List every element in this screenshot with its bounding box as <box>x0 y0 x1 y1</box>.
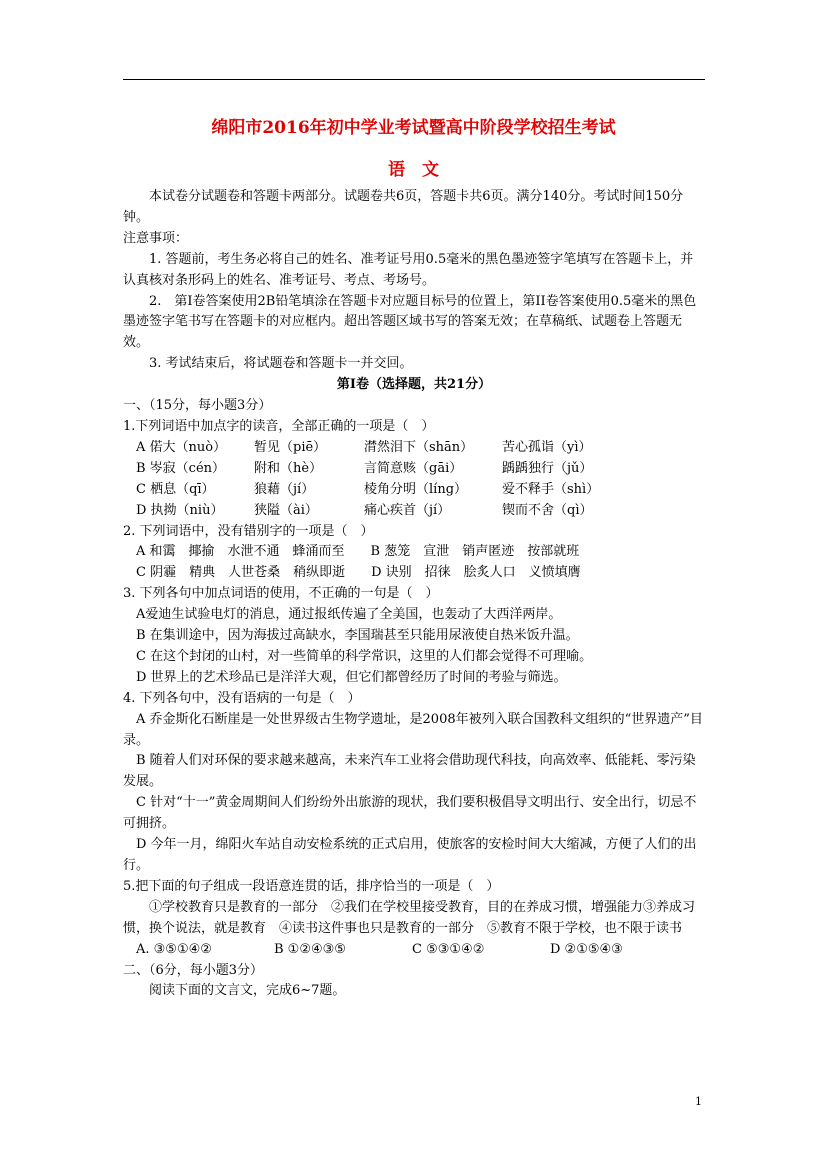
question-1-option-item: 棱角分明（líng） <box>364 481 468 497</box>
question-4-option-d: D 今年一月，绵阳火车站自动安检系统的正式启用，使旅客的安检时间大大缩减，方便了人们的出行。 <box>123 837 697 873</box>
question-5-options <box>123 940 705 961</box>
subject-title: 语 文 <box>388 160 439 180</box>
exam-title: 绵阳市2016年初中学业考试暨高中阶段学校招生考试 <box>211 118 616 138</box>
question-5-option-item: A. ③⑤①④② <box>136 941 212 957</box>
question-1-option-item: 潸然泪下（shān） <box>364 439 474 455</box>
notice-item-1: 1. 答题前，考生务必将自己的姓名、准考证号用0.5毫米的黑色墨迹签字笔填写在答题卡上，并认真核对条形码上的姓名、准考证号、考点、考场号。 <box>123 251 694 288</box>
section-title: 第Ⅰ卷（选择题，共21分） <box>336 377 492 393</box>
question-4-stem: 4. 下列各句中，没有语病的一句是（ ） <box>123 690 361 706</box>
question-1-option-item: 痛心疾首（jí） <box>364 502 451 518</box>
question-4-option-c: C 针对“十一”黄金周期间人们纷纷外出旅游的现状，我们要积极倡导文明出行、安全出行，切忌不可拥挤。 <box>123 795 697 832</box>
question-1-option-item: 爱不释手（shì） <box>502 481 600 497</box>
question-1-options <box>123 438 705 522</box>
question-1-option-item: C 栖息（qī） <box>136 481 215 497</box>
question-1-option-row <box>123 438 705 459</box>
notice-item-2: 2. 第Ⅰ卷答案使用2B铅笔填涂在答题卡对应题目标号的位置上，第II卷答案使用0.5毫米的黑色墨迹签字笔书写在答题卡的对应框内。超出答题区域书写的答案无效；在草稿纸、试题卷上答题无效。 <box>123 293 697 351</box>
question-3-option-a: A爱迪生试验电灯的消息，通过报纸传遍了全美国，也轰动了大西洋两岸。 <box>136 607 562 623</box>
question-1-option-item: 苦心孤诣（yì） <box>502 439 592 455</box>
question-1-option-row <box>123 501 705 522</box>
part-2-intro: 阅读下面的文言文，完成6~7题。 <box>149 983 346 999</box>
question-5-option-item: C ⑤③①④② <box>412 941 485 957</box>
question-1-option-item: 踽踽独行（jǔ） <box>502 460 593 476</box>
question-4-option-a: A 乔金斯化石断崖是一处世界级古生物学遗址，是2008年被列入联合国教科文组织的“世界遗产”目录。 <box>123 711 703 748</box>
document-body <box>123 187 705 1002</box>
question-5-option-item: D ②①⑤④③ <box>550 941 623 957</box>
part-1-heading: 一、（15分，每小题3分） <box>123 398 272 414</box>
question-3-option-c: C 在这个封闭的山村，对一些简单的科学常识，这里的人们都会觉得不可理喻。 <box>136 648 593 664</box>
question-1-stem: 1.下列词语中加点字的读音，全部正确的一项是（ ） <box>123 418 435 434</box>
question-3-option-d: D 世界上的艺术珍品已是洋洋大观，但它们都曾经历了时间的考验与筛选。 <box>136 669 567 685</box>
question-2-options-ab: A 和霭 揶揄 水泄不通 蜂涌而至 B 葱笼 宣泄 销声匿迹 按部就班 <box>136 544 580 560</box>
question-4-option-b: B 随着人们对环保的要求越来越高，未来汽车工业将会借助现代科技，向高效率、低能耗、零污染发展。 <box>123 753 696 790</box>
question-3-option-b: B 在集训途中，因为海拔过高缺水，李国瑞甚至只能用尿液使自热米饭升温。 <box>136 628 579 644</box>
question-1-option-item: 狼藉（jí） <box>254 481 315 497</box>
notice-item-3: 3. 考试结束后，将试题卷和答题卡一并交回。 <box>149 356 413 372</box>
notice-title: 注意事项： <box>123 230 189 246</box>
question-1-option-item: 附和（hè） <box>254 460 323 476</box>
question-5-text: ①学校教育只是教育的一部分 ②我们在学校里接受教育，目的在养成习惯，增强能力③养成习惯，换个说法，就是教育 ④读书这件事也只是教育的一部分 ⑤教育不限于学校，也不限于读书 <box>123 899 696 936</box>
question-2-stem: 2. 下列词语中，没有错别字的一项是（ ） <box>123 523 374 539</box>
question-1-option-row <box>123 480 705 501</box>
question-1-option-row <box>123 459 705 480</box>
question-2-options-cd: C 阴霾 精典 人世苍桑 稍纵即逝 D 诀别 招徕 脍炙人口 义愤填膺 <box>136 565 581 581</box>
question-5-stem: 5.把下面的句子组成一段语意连贯的话，排序恰当的一项是（ ） <box>123 878 500 894</box>
question-1-option-item: D 执拗（niù） <box>136 502 224 518</box>
question-3-stem: 3. 下列各句中加点词语的使用，不正确的一句是（ ） <box>123 586 439 602</box>
page-number: 1 <box>695 1095 702 1108</box>
question-1-option-item: 狭隘（ài） <box>254 502 318 518</box>
header-rule <box>123 79 705 80</box>
intro-paragraph: 本试卷分试题卷和答题卡两部分。试题卷共6页，答题卡共6页。满分140分。考试时间150分钟。 <box>123 189 684 225</box>
question-1-option-item: 锲而不舍（qì） <box>502 502 593 518</box>
part-2-heading: 二、（6分，每小题3分） <box>123 962 264 978</box>
question-1-option-item: 暂见（piē） <box>254 439 327 455</box>
question-1-option-item: 言简意赅（gāi） <box>364 460 463 476</box>
question-1-option-item: A 偌大（nuò） <box>136 439 227 455</box>
question-1-option-item: B 岑寂（cén） <box>136 460 226 476</box>
question-5-option-item: B ①②④③⑤ <box>274 941 346 957</box>
